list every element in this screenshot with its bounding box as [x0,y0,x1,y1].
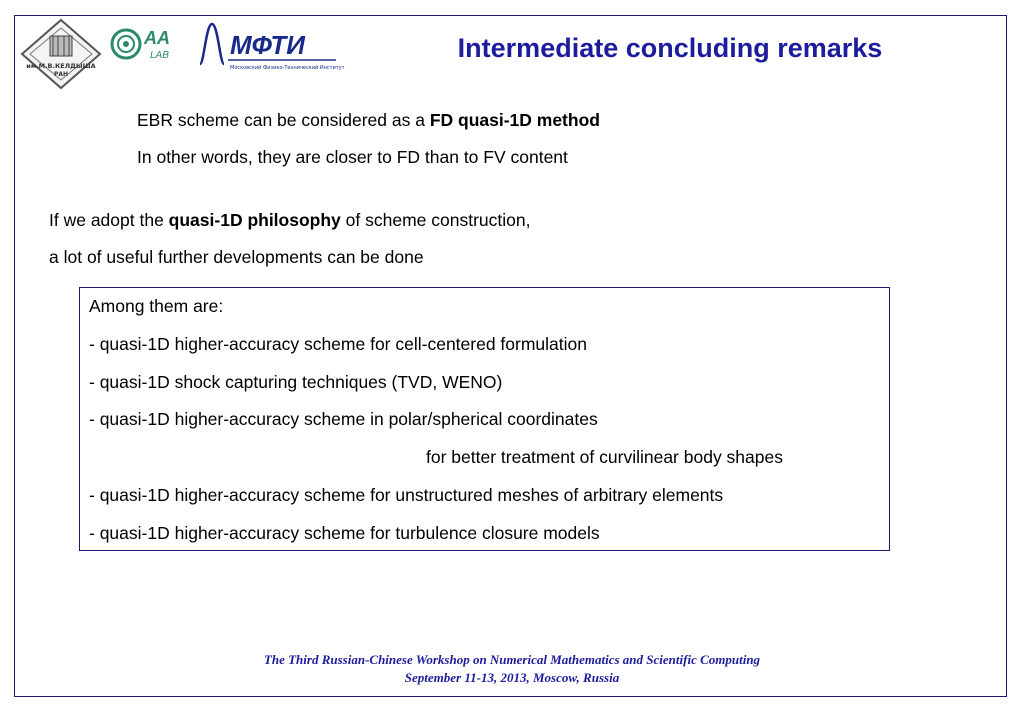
keldysh-institute-logo [20,18,102,90]
list-item-continuation: for better treatment of curvilinear body shapes [426,447,783,467]
block2-line2: a lot of useful further developments can be done [49,247,424,267]
list-item: - quasi-1D higher-accuracy scheme for turbulence closure models [89,523,600,543]
aa-lab-logo [110,24,182,64]
footer-line2: September 11-13, 2013, Moscow, Russia [404,670,620,685]
svg-text:AA: AA [144,28,170,48]
svg-text:МФТИ: МФТИ [230,30,305,60]
list-item: - quasi-1D higher-accuracy scheme for unstructured meshes of arbitrary elements [89,485,724,505]
list-item: - quasi-1D higher-accuracy scheme for cell-centered formulation [89,334,587,354]
slide-title: Intermediate concluding remarks [457,33,883,63]
footer-line1: The Third Russian-Chinese Workshop on Numerical Mathematics and Scientific Computing [263,652,761,667]
block1-line1-prefix: EBR scheme can be considered as a [137,110,430,130]
footer [0,651,1024,687]
developments-box [79,287,890,551]
svg-text:LAB: LAB [150,50,169,61]
box-heading: Among them are: [89,296,224,316]
list-item: - quasi-1D higher-accuracy scheme in polar/spherical coordinates [89,409,598,429]
block1-line1-bold: FD quasi-1D method [429,110,600,130]
block1-line2: In other words, they are closer to FD than to FV content [137,147,568,167]
svg-text:им.М.В.КЕЛДЫША: им.М.В.КЕЛДЫША [26,62,96,70]
list-item: - quasi-1D shock capturing techniques (TVD, WENO) [89,372,503,392]
block2-line1-suffix: of scheme construction, [340,210,531,230]
svg-text:Московский Физико-Технический: Московский Физико-Технический Институт [230,65,345,71]
block2-line1 [49,210,530,231]
block1-line1 [137,110,600,131]
block2-line1-prefix: If we adopt the [49,210,169,230]
svg-text:РАН: РАН [53,71,69,78]
mipt-logo [196,20,346,72]
block2-line1-bold: quasi-1D philosophy [168,210,341,230]
